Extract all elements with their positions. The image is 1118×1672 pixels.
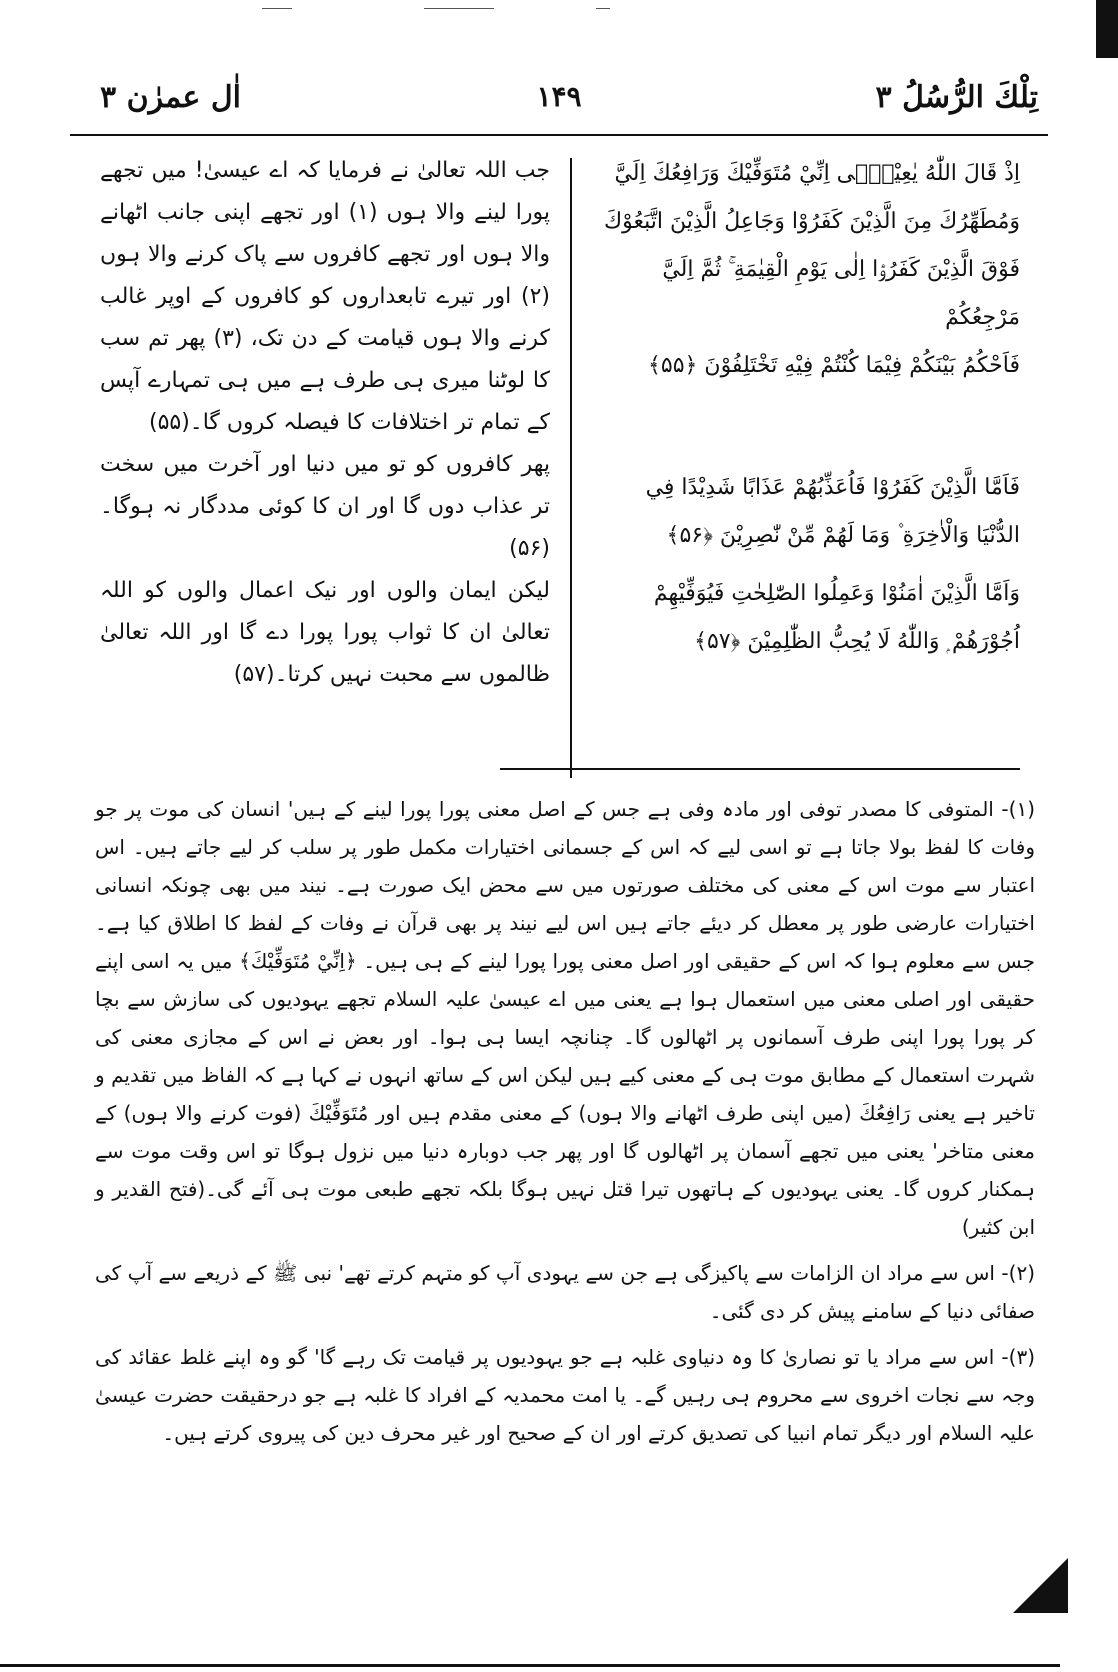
arabic-line: اُجُوْرَهُمْ ۭ وَاللّٰهُ لَا يُحِبُّ الظّٰلِمِيْنَ ﴿۵۷﴾ (694, 629, 1020, 654)
footnote-separator (500, 768, 1020, 770)
footnotes (95, 790, 1035, 1460)
header-rule (70, 134, 1048, 136)
page-header (70, 72, 1048, 136)
text-columns (100, 150, 1020, 790)
column-divider (570, 158, 572, 778)
arabic-line: وَمُطَهِّرُكَ مِنَ الَّذِيْنَ كَفَرُوْا وَجَاعِلُ الَّذِيْنَ اتَّبَعُوْكَ (603, 209, 1020, 234)
translation-verse-57: لیکن ایمان والوں اور نیک اعمال والوں کو اللہ تعالیٰ ان کا ثواب پورا پورا دے گا اور اللہ تعالیٰ ظالموں سے محبت نہیں کرتا۔(۵۷) (100, 578, 550, 687)
arabic-line: وَاَمَّا الَّذِيْنَ اٰمَنُوْا وَعَمِلُوا الصّٰلِحٰتِ فَيُوَفِّيْهِمْ (653, 581, 1020, 606)
scan-top-marks (0, 8, 1118, 10)
arabic-verse-57 (590, 570, 1020, 666)
footnote-1: (۱)- المتوفی کا مصدر توفی اور مادہ وفی ہے جس کے اصل معنی پورا پورا لینے کے ہیں' انسان کی موت پر جو وفات کا لفظ بولا جاتا ہے تو اسی لیے کہ اس کے جسمانی اختیارات مکمل طور پر سلب کر لیے جاتے ہیں۔ اس اعتبار سے موت اس کے معنی کی مختلف صورتوں میں سے محض ایک صورت ہے۔ نیند میں بھی چونکہ انسانی اختیارات عارضی طور پر معطل کر دیئے جاتے ہیں اس لیے نیند پر بھی قرآن نے وفات کے لفظ کا اطلاق کیا ہے۔ جس سے معلوم ہوا کہ اس کے حقیقی اور اصل معنی پورا پورا لینے کے ہی ہیں۔ ﴿اِنِّيْ مُتَوَفِّيْكَ﴾ میں یہ اسی اپنے حقیقی اور اصلی معنی میں استعمال ہوا ہے یعنی میں اے عیسیٰ علیہ السلام تجھے یہودیوں کی سازش سے بچا کر پورا پورا اپنی طرف آسمانوں پر اٹھالوں گا۔ چنانچہ ایسا ہی ہوا۔ اور بعض نے اس کے مجازی معنی کی شہرت استعمال کے مطابق موت ہی کے معنی کیے ہیں لیکن اس کے ساتھ انہوں نے کہا ہے کہ الفاظ میں تقدیم و تاخیر ہے یعنی رَافِعُكَ (میں اپنی طرف اٹھانے والا ہوں) کے معنی مقدم ہیں اور مُتَوَفِّيْكَ (فوت کرنے والا ہوں) کے معنی متاخر' یعنی میں تجھے آسمان پر اٹھالوں گا اور پھر جب دوبارہ دنیا میں نزول ہوگا تو اس وقت موت سے ہمکنار کروں گا۔ یعنی یہودیوں کے ہاتھوں تیرا قتل نہیں ہوگا بلکہ تجھے طبعی موت ہی آئے گی۔(فتح القدیر و ابن کثیر) (95, 797, 1035, 1239)
arabic-line: الدُّنْيَا وَالْاٰخِرَةِ ۫ وَمَا لَهُمْ مِّنْ نّٰصِرِيْنَ ﴿۵۶﴾ (666, 523, 1020, 548)
translation-verse-55: جب اللہ تعالیٰ نے فرمایا کہ اے عیسیٰ! میں تجھے پورا لینے والا ہوں (۱) اور تجھے اپنی جانب اٹھانے والا ہوں اور تجھے کافروں سے پاک کرنے والا ہوں (۲) اور تیرے تابعداروں کو کافروں کے اوپر غالب کرنے والا ہوں قیامت کے دن تک، (۳) پھر تم سب کا لوٹنا میری ہی طرف ہے میں ہی تمہارے آپس کے تمام تر اختلافات کا فیصلہ کروں گا۔(۵۵) (100, 158, 550, 435)
arabic-line: فَاَمَّا الَّذِيْنَ كَفَرُوْا فَاُعَذِّبُهُمْ عَذَابًا شَدِيْدًا فِي (645, 475, 1020, 500)
juz-name: تِلْكَ الرُّسُلُ ۳ (875, 80, 1038, 115)
arabic-text-column (590, 150, 1020, 676)
footnote-3: (۳)- اس سے مراد یا تو نصاریٰ کا وہ دنیاوی غلبہ ہے جو یہودیوں پر قیامت تک رہے گا' گو وہ اپنے غلط عقائد کی وجہ سے نجات اخروی سے محروم ہی رہیں گے۔ یا امت محمدیہ کے افراد کا غلبہ ہے جو درحقیقت حضرت عیسیٰ علیہ السلام اور دیگر تمام انبیا کی تصدیق کرتے اور ان کے صحیح اور غیر محرف دین کی پیروی کرتے ہیں۔ (95, 1345, 1035, 1445)
translation-verse-56: پھر کافروں کو تو میں دنیا اور آخرت میں سخت تر عذاب دوں گا اور ان کا کوئی مددگار نہ ہوگا۔(۵۶) (100, 452, 550, 561)
bottom-rule (0, 1664, 1060, 1667)
urdu-translation-column (100, 150, 550, 696)
page-number: ۱۴۹ (536, 80, 582, 113)
arabic-line: فَوْقَ الَّذِيْنَ كَفَرُوْۤا اِلٰى يَوْمِ الْقِيٰمَةِ ۚ ثُمَّ اِلَيَّ مَرْجِعُكُمْ (662, 257, 1020, 330)
page-corner-mark (1013, 1558, 1068, 1613)
scan-edge-mark (1096, 0, 1118, 58)
arabic-line: فَاَحْكُمُ بَيْنَكُمْ فِيْمَا كُنْتُمْ فِيْهِ تَخْتَلِفُوْنَ ﴿۵۵﴾ (648, 353, 1020, 378)
surah-name: اٰل عمرٰن ۳ (100, 80, 241, 115)
footnote-2: (۲)- اس سے مراد ان الزامات سے پاکیزگی ہے جن سے یہودی آپ کو متہم کرتے تھے' نبی ﷺ کے ذریعے سے آپ کی صفائی دنیا کے سامنے پیش کر دی گئی۔ (95, 1261, 1035, 1323)
arabic-verse-56 (590, 464, 1020, 560)
arabic-line: اِذْ قَالَ اللّٰهُ يٰعِيْسٰۤى اِنِّيْ مُتَوَفِّيْكَ وَرَافِعُكَ اِلَيَّ (614, 161, 1020, 186)
arabic-verse-55 (590, 150, 1020, 390)
